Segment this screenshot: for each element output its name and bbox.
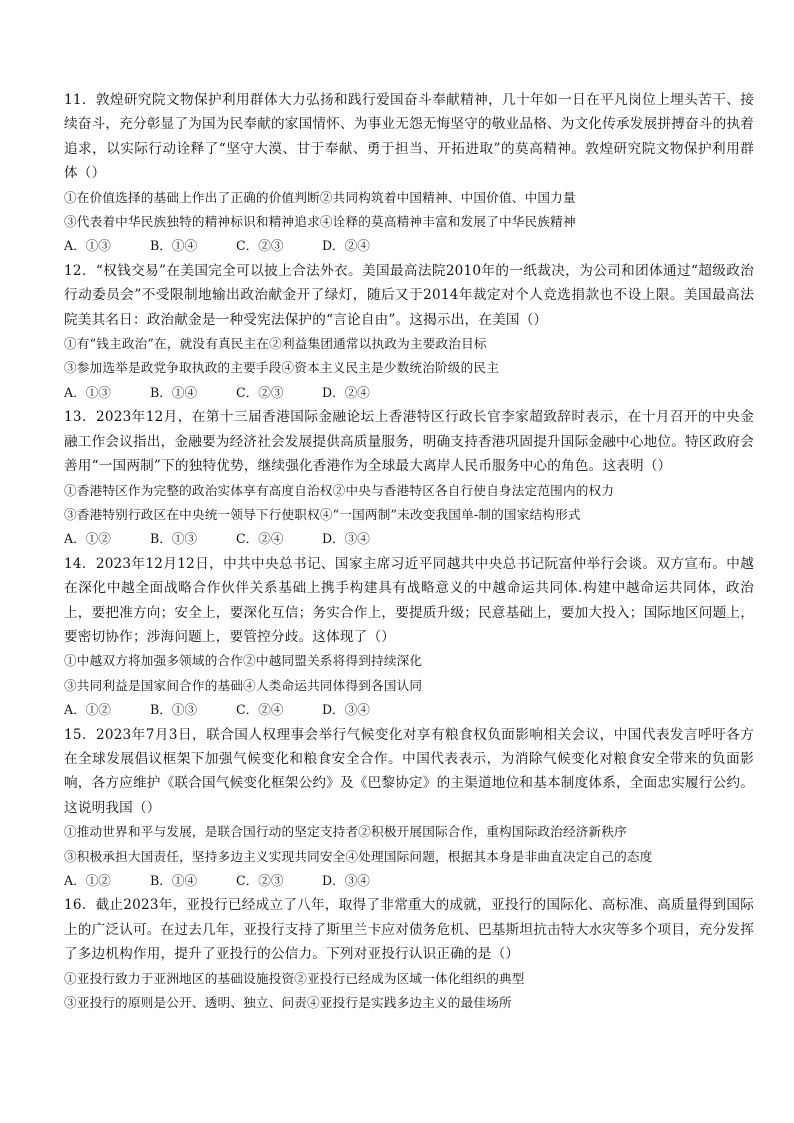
choice-d[interactable]: D．③④ — [322, 702, 370, 718]
question-stem: 15．2023年7月3日，联合国人权理事会举行气候变化对享有粮食权负面影响相关会议，中国代表发言呼吁各方在全球发展倡议框架下加强气候变化和粮食安全合作。中国代表表示，为消除气候变化对粮食安全带来的负面影响，各方应维护《联合国气候变化框架公约》及《巴黎协定》的主渠道地位和基本制度体系，全面忠实履行公约。这说明我国（） — [64, 726, 754, 816]
option-line: ③积极承担大国责任，坚持多边主义实现共同安全④处理国际问题，根据其本身是非曲直决定自己的态度 — [64, 848, 653, 864]
choice-a[interactable]: A．①③ — [64, 238, 111, 254]
choice-c[interactable]: C．②④ — [236, 702, 284, 718]
choice-a[interactable]: A．①② — [64, 873, 111, 888]
question-13 — [64, 405, 754, 551]
choice-b[interactable]: B．①④ — [150, 384, 198, 400]
option-line: ①中越双方将加强多领域的合作②中越同盟关系将得到持续深化 — [64, 653, 423, 669]
option-line: ③代表着中华民族独特的精神标识和精神追求④诠释的莫高精神丰富和发展了中华民族精神 — [64, 214, 576, 230]
option-line: ③亚投行的原则是公开、透明、独立、问责④亚投行是实践多边主义的最佳场所 — [64, 995, 512, 1011]
question-stem: 11．敦煌研究院文物保护利用群体大力弘扬和践行爱国奋斗奉献精神，几十年如一日在平凡岗位上埋头苦干、接续奋斗，充分彰显了为国为民奉献的家国情怀、为事业无怨无悔坚守的敬业品格、为文化传承发展拼搏奋斗的执着追求，以实际行动诠释了“坚守大漠、甘于奉献、勇于担当、开拓进取”的莫高精神。敦煌研究院文物保护利用群体（） — [64, 92, 754, 182]
question-list — [64, 88, 754, 1015]
option-line: ①推动世界和平与发展，是联合国行动的坚定支持者②积极开展国际合作，重构国际政治经济新秩序 — [64, 824, 627, 840]
choice-d[interactable]: D．③④ — [322, 531, 370, 547]
choice-a[interactable]: A．①② — [64, 531, 111, 547]
choice-d[interactable]: D．③④ — [322, 873, 370, 888]
option-line: ①香港特区作为完整的政治实体享有高度自治权②中央与香港特区各自行使自身法定范围内的权力 — [64, 482, 615, 498]
choice-b[interactable]: B．①③ — [150, 702, 198, 718]
answer-choices — [64, 381, 754, 405]
choice-b[interactable]: B．①④ — [150, 238, 198, 254]
question-14 — [64, 552, 754, 723]
choice-c[interactable]: C．②③ — [236, 238, 284, 254]
option-line: ①在价值选择的基础上作出了正确的价值判断②共同构筑着中国精神、中国价值、中国力量 — [64, 189, 576, 205]
option-line: ③参加选举是政党争取执政的主要手段④资本主义民主是少数统治阶级的民主 — [64, 360, 499, 376]
question-stem: 16．截止2023年，亚投行已经成立了八年，取得了非常重大的成就，亚投行的国际化、高标准、高质量得到国际上的广泛认可。在过去几年，亚投行支持了斯里兰卡应对债务危机、巴基斯坦抗击特大水灾等多个项目，充分发挥了多边机构作用，提升了亚投行的公信力。下列对亚投行认识正确的是（） — [64, 897, 754, 963]
question-15 — [64, 723, 754, 894]
choice-a[interactable]: A．①③ — [64, 384, 111, 400]
question-stem: 13．2023年12月，在第十三届香港国际金融论坛上香港特区行政长官李家超致辞时表示，在十月召开的中央金融工作会议指出，金融要为经济社会发展提供高质量服务，明确支持香港巩固提升国际金融中心地位。特区政府会善用“一国两制”下的独特优势，继续强化香港作为全球最大离岸人民币服务中心的角色。这表明（） — [64, 409, 754, 475]
question-12 — [64, 259, 754, 405]
choice-c[interactable]: C．②③ — [236, 384, 284, 400]
answer-choices — [64, 698, 754, 722]
option-line: ③香港特别行政区在中央统一领导下行使职权④“一国两制”未改变我国单-制的国家结构形式 — [64, 506, 581, 522]
choice-b[interactable]: B．①③ — [150, 531, 198, 547]
choice-d[interactable]: D．②④ — [322, 384, 370, 400]
option-line: ①亚投行致力于亚洲地区的基础设施投资②亚投行已经成为区域一体化组织的典型 — [64, 970, 525, 986]
choice-c[interactable]: C．②③ — [236, 873, 284, 888]
question-16 — [64, 893, 754, 1015]
choice-b[interactable]: B．①④ — [150, 873, 198, 888]
question-11 — [64, 88, 754, 259]
answer-choices — [64, 234, 754, 258]
question-stem: 14．2023年12月12日，中共中央总书记、国家主席习近平同越共中央总书记阮富仲举行会谈。双方宣布。中越在深化中越全面战略合作伙伴关系基础上携手构建具有战略意义的中越命运共同体.构建中越命运共同体，政治上，要把准方向；安全上，要深化互信；务实合作上，要提质升级；民意基础上，要加大投入；国际地区问题上，要密切协作；涉海问题上，要管控分歧。这体现了（） — [64, 555, 754, 645]
answer-choices — [64, 527, 754, 551]
choice-c[interactable]: C．②④ — [236, 531, 284, 547]
option-line: ①有“钱主政治”在，就没有真民主在②利益集团通常以执政为主要政治目标 — [64, 336, 487, 352]
answer-choices — [64, 869, 754, 893]
question-stem: 12．“权钱交易”在美国完全可以披上合法外衣。美国最高法院2010年的一纸裁决，为公司和团体通过“超级政治行动委员会”不受限制地输出政治献金开了绿灯，随后又于2014年裁定对个人竞选捐款也不设上限。美国最高法院美其名日：政治献金是一种受宪法保护的“言论自由”。这揭示出，在美国（） — [64, 262, 754, 328]
choice-a[interactable]: A．①② — [64, 702, 111, 718]
choice-d[interactable]: D．②④ — [322, 238, 370, 254]
option-line: ③共同利益是国家间合作的基础④人类命运共同体得到各国认同 — [64, 677, 423, 693]
